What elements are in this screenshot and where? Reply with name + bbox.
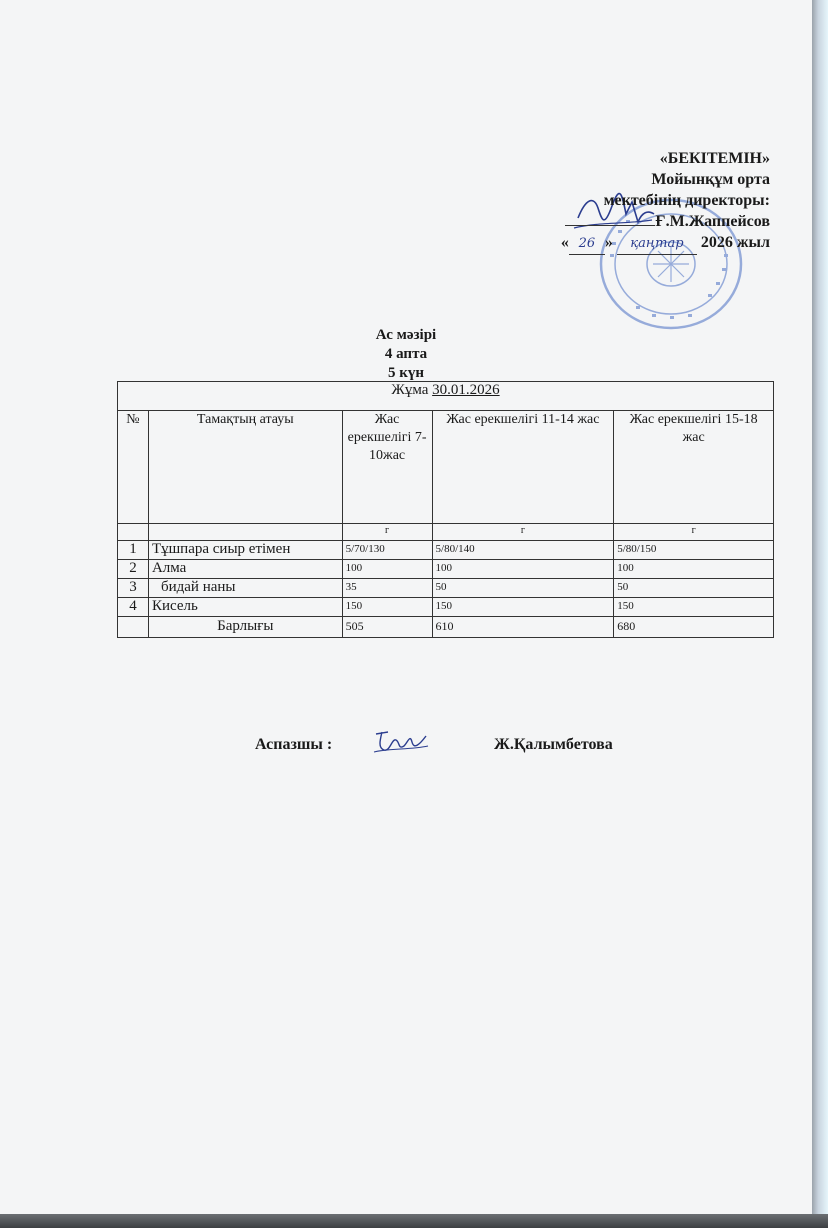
total-empty	[118, 617, 149, 638]
cook-signature-icon	[370, 724, 430, 756]
approval-title: «БЕКІТЕМІН»	[659, 150, 770, 167]
row-name: бидай наны	[148, 579, 342, 598]
unit-cell-empty	[118, 524, 149, 541]
row-age1: 5/70/130	[342, 541, 432, 560]
total-age2: 610	[432, 617, 614, 638]
cook-name: Ж.Қалымбетова	[494, 736, 613, 753]
unit-cell-empty	[148, 524, 342, 541]
unit-row	[118, 524, 774, 541]
menu-day: 5 күн	[387, 365, 425, 381]
date-year: 2026 жыл	[700, 234, 770, 251]
row-age3: 5/80/150	[614, 541, 774, 560]
row-age2: 5/80/140	[432, 541, 614, 560]
row-name: Тұшпара сиыр етімен	[148, 541, 342, 560]
row-age1: 35	[342, 579, 432, 598]
row-num: 1	[118, 541, 149, 560]
row-age3: 50	[614, 579, 774, 598]
total-age3: 680	[614, 617, 774, 638]
row-name: Алма	[148, 560, 342, 579]
director-name: Ғ.М.Жаппейсов	[655, 213, 770, 230]
row-name: Кисель	[148, 598, 342, 617]
approval-org-line1: Мойынқұм орта	[651, 171, 770, 188]
table-row	[118, 560, 774, 579]
row-age3: 150	[614, 598, 774, 617]
menu-week: 4 апта	[384, 346, 428, 362]
row-age1: 100	[342, 560, 432, 579]
header-row	[118, 411, 774, 524]
col-header-age1: Жас ерекшелігі 7-10жас	[342, 411, 432, 524]
signature-blank	[565, 225, 655, 226]
table-row	[118, 579, 774, 598]
day-cell	[118, 382, 774, 411]
approval-org-line2: мектебінің директоры:	[603, 192, 770, 209]
scan-bottom-bar	[0, 1214, 828, 1228]
unit-cell-age1: г	[342, 524, 432, 541]
col-header-age2: Жас ерекшелігі 11-14 жас	[432, 411, 614, 524]
row-num: 4	[118, 598, 149, 617]
scan-edge	[812, 0, 828, 1214]
total-age1: 505	[342, 617, 432, 638]
row-num: 3	[118, 579, 149, 598]
day-label: Жұма	[391, 382, 429, 398]
date-month: қаңтар	[617, 233, 697, 255]
menu-heading	[0, 326, 812, 383]
col-header-name: Тамақтың атауы	[148, 411, 342, 524]
total-label: Барлығы	[148, 617, 342, 638]
day-row	[118, 382, 774, 411]
col-header-num: №	[118, 411, 149, 524]
cook-label: Аспазшы :	[255, 736, 333, 753]
approval-director-line	[561, 211, 770, 232]
day-date: 30.01.2026	[432, 382, 500, 398]
date-day: 26	[569, 233, 605, 255]
table-row	[118, 598, 774, 617]
row-age2: 150	[432, 598, 614, 617]
row-age2: 100	[432, 560, 614, 579]
total-row	[118, 617, 774, 638]
row-num: 2	[118, 560, 149, 579]
unit-cell-age3: г	[614, 524, 774, 541]
row-age2: 50	[432, 579, 614, 598]
col-header-age3: Жас ерекшелігі 15-18 жас	[614, 411, 774, 524]
row-age1: 150	[342, 598, 432, 617]
approval-date-line: « 26 » қаңтар 2026 жыл	[561, 232, 770, 255]
approval-block	[561, 148, 770, 255]
table-row	[118, 541, 774, 560]
menu-title: Ас мәзірі	[375, 327, 437, 343]
row-age3: 100	[614, 560, 774, 579]
unit-cell-age2: г	[432, 524, 614, 541]
menu-table	[117, 381, 774, 638]
